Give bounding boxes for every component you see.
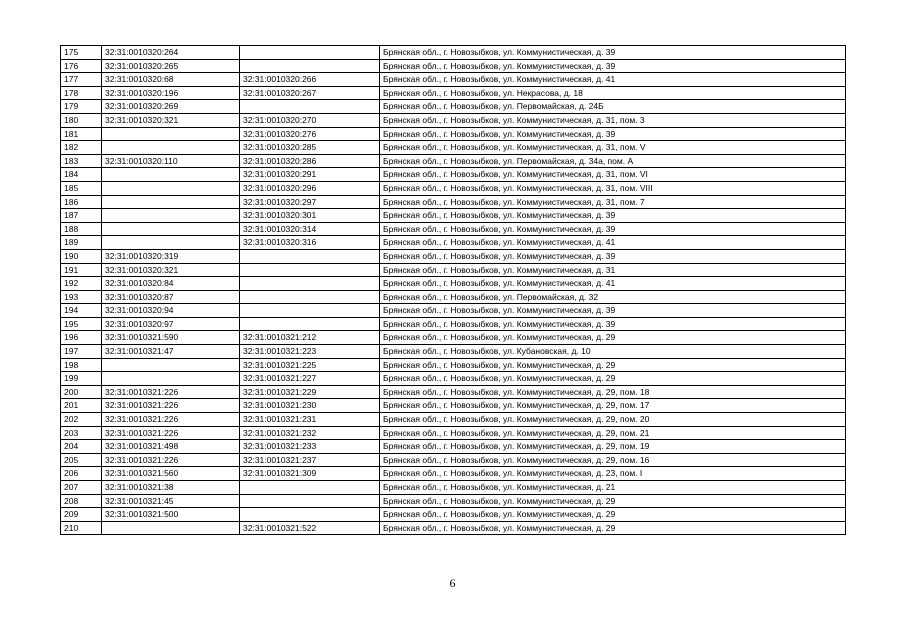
cadastral-number-cell: 32:31:0010320:94 — [102, 304, 240, 318]
table-row — [61, 385, 846, 399]
table-row — [61, 73, 846, 87]
table-row — [61, 467, 846, 481]
address-cell: Брянская обл., г. Новозыбков, ул. Коммунистическая, д. 29 — [380, 358, 846, 372]
related-cadastral-number-cell: 32:31:0010321:231 — [240, 413, 380, 427]
table-row — [61, 236, 846, 250]
table-row — [61, 86, 846, 100]
cadastral-number-cell: 32:31:0010321:226 — [102, 399, 240, 413]
related-cadastral-number-cell: 32:31:0010320:276 — [240, 127, 380, 141]
row-number-cell: 180 — [61, 113, 102, 127]
cadastral-number-cell — [102, 358, 240, 372]
related-cadastral-number-cell: 32:31:0010320:296 — [240, 181, 380, 195]
cadastral-number-cell — [102, 521, 240, 535]
table-row — [61, 100, 846, 114]
table-row — [61, 222, 846, 236]
address-cell: Брянская обл., г. Новозыбков, ул. Коммунистическая, д. 39 — [380, 127, 846, 141]
table-row — [61, 141, 846, 155]
row-number-cell: 183 — [61, 154, 102, 168]
cadastral-number-cell: 32:31:0010321:226 — [102, 453, 240, 467]
related-cadastral-number-cell — [240, 304, 380, 318]
related-cadastral-number-cell: 32:31:0010320:266 — [240, 73, 380, 87]
table-row — [61, 209, 846, 223]
table-row — [61, 263, 846, 277]
address-cell: Брянская обл., г. Новозыбков, ул. Коммунистическая, д. 29, пом. 21 — [380, 426, 846, 440]
row-number-cell: 182 — [61, 141, 102, 155]
address-cell: Брянская обл., г. Новозыбков, ул. Коммунистическая, д. 39 — [380, 317, 846, 331]
cadastral-number-cell — [102, 168, 240, 182]
related-cadastral-number-cell: 32:31:0010321:309 — [240, 467, 380, 481]
cadastral-number-cell: 32:31:0010320:321 — [102, 113, 240, 127]
related-cadastral-number-cell: 32:31:0010321:227 — [240, 372, 380, 386]
address-cell: Брянская обл., г. Новозыбков, ул. Коммунистическая, д. 39 — [380, 304, 846, 318]
address-cell: Брянская обл., г. Новозыбков, ул. Коммунистическая, д. 29 — [380, 494, 846, 508]
address-cell: Брянская обл., г. Новозыбков, ул. Коммунистическая, д. 29 — [380, 508, 846, 522]
row-number-cell: 185 — [61, 181, 102, 195]
address-cell: Брянская обл., г. Новозыбков, ул. Коммунистическая, д. 41 — [380, 73, 846, 87]
related-cadastral-number-cell — [240, 59, 380, 73]
row-number-cell: 186 — [61, 195, 102, 209]
row-number-cell: 184 — [61, 168, 102, 182]
row-number-cell: 204 — [61, 440, 102, 454]
related-cadastral-number-cell: 32:31:0010320:285 — [240, 141, 380, 155]
related-cadastral-number-cell — [240, 277, 380, 291]
cadastral-registry-table — [60, 45, 846, 535]
row-number-cell: 208 — [61, 494, 102, 508]
cadastral-number-cell: 32:31:0010321:47 — [102, 345, 240, 359]
related-cadastral-number-cell: 32:31:0010320:314 — [240, 222, 380, 236]
row-number-cell: 195 — [61, 317, 102, 331]
cadastral-number-cell: 32:31:0010321:226 — [102, 413, 240, 427]
table-row — [61, 521, 846, 535]
page-number: 6 — [449, 576, 456, 590]
row-number-cell: 193 — [61, 290, 102, 304]
related-cadastral-number-cell: 32:31:0010321:233 — [240, 440, 380, 454]
table-row — [61, 195, 846, 209]
related-cadastral-number-cell — [240, 263, 380, 277]
address-cell: Брянская обл., г. Новозыбков, ул. Коммунистическая, д. 31, пом. 7 — [380, 195, 846, 209]
row-number-cell: 199 — [61, 372, 102, 386]
cadastral-number-cell — [102, 141, 240, 155]
row-number-cell: 210 — [61, 521, 102, 535]
related-cadastral-number-cell: 32:31:0010320:301 — [240, 209, 380, 223]
related-cadastral-number-cell: 32:31:0010320:270 — [240, 113, 380, 127]
table-row — [61, 277, 846, 291]
cadastral-number-cell: 32:31:0010320:264 — [102, 46, 240, 60]
table-row — [61, 440, 846, 454]
cadastral-number-cell — [102, 127, 240, 141]
address-cell: Брянская обл., г. Новозыбков, ул. Коммунистическая, д. 41 — [380, 277, 846, 291]
row-number-cell: 179 — [61, 100, 102, 114]
table-row — [61, 317, 846, 331]
address-cell: Брянская обл., г. Новозыбков, ул. Коммунистическая, д. 31 — [380, 263, 846, 277]
address-cell: Брянская обл., г. Новозыбков, ул. Первомайская, д. 24Б — [380, 100, 846, 114]
cadastral-number-cell: 32:31:0010321:226 — [102, 426, 240, 440]
row-number-cell: 190 — [61, 249, 102, 263]
table-row — [61, 249, 846, 263]
row-number-cell: 197 — [61, 345, 102, 359]
table-row — [61, 345, 846, 359]
cadastral-number-cell: 32:31:0010320:265 — [102, 59, 240, 73]
row-number-cell: 178 — [61, 86, 102, 100]
address-cell: Брянская обл., г. Новозыбков, ул. Коммунистическая, д. 29, пом. 20 — [380, 413, 846, 427]
related-cadastral-number-cell: 32:31:0010321:230 — [240, 399, 380, 413]
row-number-cell: 203 — [61, 426, 102, 440]
table-row — [61, 181, 846, 195]
cadastral-number-cell: 32:31:0010320:319 — [102, 249, 240, 263]
table-row — [61, 304, 846, 318]
cadastral-number-cell: 32:31:0010321:500 — [102, 508, 240, 522]
row-number-cell: 207 — [61, 481, 102, 495]
row-number-cell: 194 — [61, 304, 102, 318]
address-cell: Брянская обл., г. Новозыбков, ул. Первомайская, д. 34а, пом. А — [380, 154, 846, 168]
address-cell: Брянская обл., г. Новозыбков, ул. Коммунистическая, д. 23, пом. I — [380, 467, 846, 481]
address-cell: Брянская обл., г. Новозыбков, ул. Коммунистическая, д. 39 — [380, 59, 846, 73]
row-number-cell: 188 — [61, 222, 102, 236]
table-row — [61, 154, 846, 168]
table-row — [61, 331, 846, 345]
address-cell: Брянская обл., г. Новозыбков, ул. Коммунистическая, д. 39 — [380, 46, 846, 60]
related-cadastral-number-cell: 32:31:0010320:267 — [240, 86, 380, 100]
row-number-cell: 209 — [61, 508, 102, 522]
address-cell: Брянская обл., г. Новозыбков, ул. Коммунистическая, д. 31, пом. VI — [380, 168, 846, 182]
related-cadastral-number-cell: 32:31:0010320:297 — [240, 195, 380, 209]
cadastral-number-cell — [102, 236, 240, 250]
related-cadastral-number-cell — [240, 290, 380, 304]
row-number-cell: 202 — [61, 413, 102, 427]
address-cell: Брянская обл., г. Новозыбков, ул. Первомайская, д. 32 — [380, 290, 846, 304]
cadastral-number-cell: 32:31:0010320:68 — [102, 73, 240, 87]
address-cell: Брянская обл., г. Новозыбков, ул. Коммунистическая, д. 31, пом. V — [380, 141, 846, 155]
address-cell: Брянская обл., г. Новозыбков, ул. Кубановская, д. 10 — [380, 345, 846, 359]
cadastral-number-cell: 32:31:0010320:269 — [102, 100, 240, 114]
cadastral-number-cell: 32:31:0010321:38 — [102, 481, 240, 495]
address-cell: Брянская обл., г. Новозыбков, ул. Коммунистическая, д. 29, пом. 19 — [380, 440, 846, 454]
related-cadastral-number-cell: 32:31:0010320:286 — [240, 154, 380, 168]
row-number-cell: 192 — [61, 277, 102, 291]
related-cadastral-number-cell — [240, 46, 380, 60]
cadastral-number-cell — [102, 209, 240, 223]
related-cadastral-number-cell: 32:31:0010321:237 — [240, 453, 380, 467]
related-cadastral-number-cell: 32:31:0010320:316 — [240, 236, 380, 250]
row-number-cell: 181 — [61, 127, 102, 141]
row-number-cell: 175 — [61, 46, 102, 60]
related-cadastral-number-cell — [240, 317, 380, 331]
cadastral-number-cell: 32:31:0010321:498 — [102, 440, 240, 454]
address-cell: Брянская обл., г. Новозыбков, ул. Коммунистическая, д. 21 — [380, 481, 846, 495]
address-cell: Брянская обл., г. Новозыбков, ул. Коммунистическая, д. 39 — [380, 209, 846, 223]
related-cadastral-number-cell — [240, 100, 380, 114]
related-cadastral-number-cell — [240, 249, 380, 263]
row-number-cell: 206 — [61, 467, 102, 481]
address-cell: Брянская обл., г. Новозыбков, ул. Коммунистическая, д. 31, пом. VIII — [380, 181, 846, 195]
row-number-cell: 196 — [61, 331, 102, 345]
related-cadastral-number-cell: 32:31:0010321:229 — [240, 385, 380, 399]
row-number-cell: 200 — [61, 385, 102, 399]
cadastral-number-cell: 32:31:0010321:45 — [102, 494, 240, 508]
related-cadastral-number-cell: 32:31:0010321:232 — [240, 426, 380, 440]
address-cell: Брянская обл., г. Новозыбков, ул. Некрасова, д. 18 — [380, 86, 846, 100]
address-cell: Брянская обл., г. Новозыбков, ул. Коммунистическая, д. 29 — [380, 521, 846, 535]
table-row — [61, 113, 846, 127]
address-cell: Брянская обл., г. Новозыбков, ул. Коммунистическая, д. 39 — [380, 249, 846, 263]
cadastral-number-cell: 32:31:0010321:590 — [102, 331, 240, 345]
related-cadastral-number-cell: 32:31:0010321:522 — [240, 521, 380, 535]
cadastral-number-cell — [102, 222, 240, 236]
cadastral-number-cell — [102, 372, 240, 386]
related-cadastral-number-cell: 32:31:0010321:223 — [240, 345, 380, 359]
address-cell: Брянская обл., г. Новозыбков, ул. Коммунистическая, д. 39 — [380, 222, 846, 236]
address-cell: Брянская обл., г. Новозыбков, ул. Коммунистическая, д. 29 — [380, 331, 846, 345]
cadastral-number-cell: 32:31:0010321:226 — [102, 385, 240, 399]
related-cadastral-number-cell — [240, 481, 380, 495]
cadastral-number-cell: 32:31:0010320:196 — [102, 86, 240, 100]
table-row — [61, 453, 846, 467]
address-cell: Брянская обл., г. Новозыбков, ул. Коммунистическая, д. 31, пом. 3 — [380, 113, 846, 127]
cadastral-number-cell: 32:31:0010320:110 — [102, 154, 240, 168]
cadastral-number-cell — [102, 195, 240, 209]
row-number-cell: 189 — [61, 236, 102, 250]
registry-table-body — [61, 46, 846, 535]
address-cell: Брянская обл., г. Новозыбков, ул. Коммунистическая, д. 29, пом. 16 — [380, 453, 846, 467]
cadastral-number-cell: 32:31:0010320:97 — [102, 317, 240, 331]
address-cell: Брянская обл., г. Новозыбков, ул. Коммунистическая, д. 41 — [380, 236, 846, 250]
table-row — [61, 358, 846, 372]
table-row — [61, 413, 846, 427]
cadastral-number-cell: 32:31:0010320:87 — [102, 290, 240, 304]
row-number-cell: 187 — [61, 209, 102, 223]
row-number-cell: 198 — [61, 358, 102, 372]
table-row — [61, 168, 846, 182]
cadastral-number-cell: 32:31:0010320:321 — [102, 263, 240, 277]
table-row — [61, 494, 846, 508]
row-number-cell: 177 — [61, 73, 102, 87]
row-number-cell: 191 — [61, 263, 102, 277]
address-cell: Брянская обл., г. Новозыбков, ул. Коммунистическая, д. 29, пом. 17 — [380, 399, 846, 413]
cadastral-number-cell — [102, 181, 240, 195]
related-cadastral-number-cell — [240, 508, 380, 522]
table-row — [61, 426, 846, 440]
related-cadastral-number-cell — [240, 494, 380, 508]
table-row — [61, 46, 846, 60]
table-row — [61, 508, 846, 522]
table-row — [61, 127, 846, 141]
related-cadastral-number-cell: 32:31:0010321:212 — [240, 331, 380, 345]
row-number-cell: 205 — [61, 453, 102, 467]
table-row — [61, 399, 846, 413]
table-row — [61, 481, 846, 495]
table-row — [61, 290, 846, 304]
row-number-cell: 201 — [61, 399, 102, 413]
address-cell: Брянская обл., г. Новозыбков, ул. Коммунистическая, д. 29, пом. 18 — [380, 385, 846, 399]
table-row — [61, 59, 846, 73]
cadastral-number-cell: 32:31:0010321:560 — [102, 467, 240, 481]
row-number-cell: 176 — [61, 59, 102, 73]
table-row — [61, 372, 846, 386]
address-cell: Брянская обл., г. Новозыбков, ул. Коммунистическая, д. 29 — [380, 372, 846, 386]
related-cadastral-number-cell: 32:31:0010321:225 — [240, 358, 380, 372]
cadastral-number-cell: 32:31:0010320:84 — [102, 277, 240, 291]
related-cadastral-number-cell: 32:31:0010320:291 — [240, 168, 380, 182]
